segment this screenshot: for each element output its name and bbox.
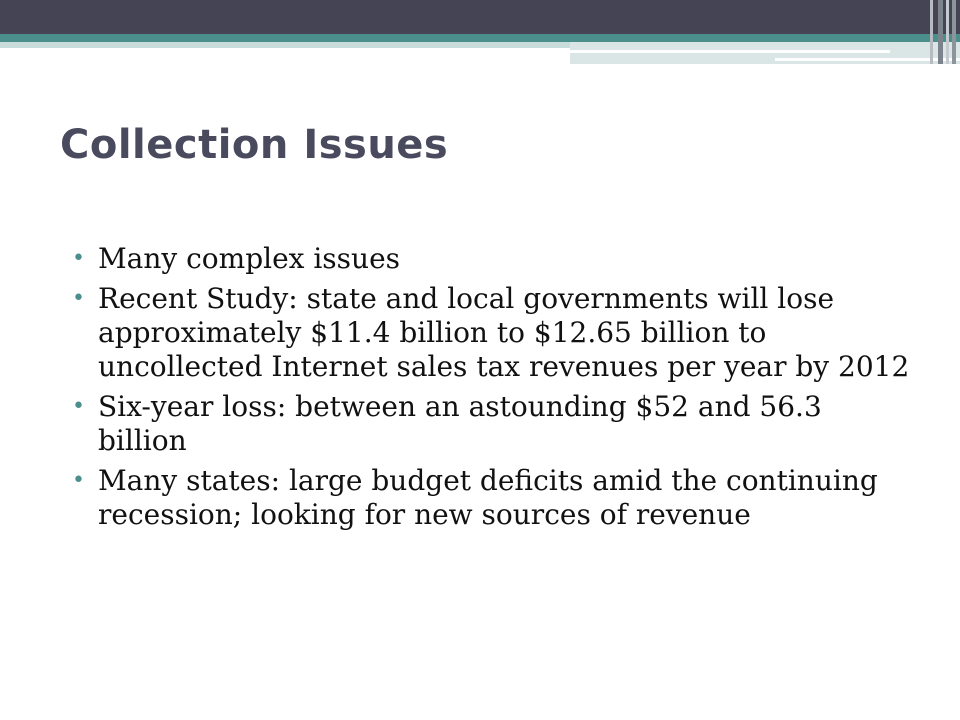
bullet-icon: •	[72, 394, 85, 419]
header-vertical-stripe	[930, 0, 933, 64]
header-vertical-stripe	[952, 0, 956, 64]
header-band-dark	[0, 0, 960, 34]
bullet-item	[72, 390, 912, 458]
bullet-item	[72, 282, 912, 384]
header-vertical-stripe	[938, 0, 943, 64]
slide-title: Collection Issues	[60, 122, 449, 168]
header-band-pale	[0, 42, 570, 48]
bullet-text: Many complex issues	[98, 242, 401, 275]
bullet-icon: •	[72, 246, 85, 271]
bullet-icon: •	[72, 286, 85, 311]
bullet-item	[72, 464, 912, 532]
header-band-teal	[0, 34, 960, 42]
bullet-icon: •	[72, 468, 85, 493]
bullet-list	[72, 242, 912, 538]
header-accent-line	[570, 50, 890, 53]
bullet-text: Recent Study: state and local governments will lose approximately $11.4 billion to $12.65 billion to uncollected Internet sales tax revenues per year by 2012	[98, 282, 910, 383]
header-vertical-stripe	[946, 0, 949, 64]
bullet-text: Six-year loss: between an astounding $52 and 56.3 billion	[98, 390, 822, 457]
bullet-text: Many states: large budget deficits amid the continuing recession; looking for new sources of revenue	[98, 464, 878, 531]
bullet-item	[72, 242, 912, 276]
